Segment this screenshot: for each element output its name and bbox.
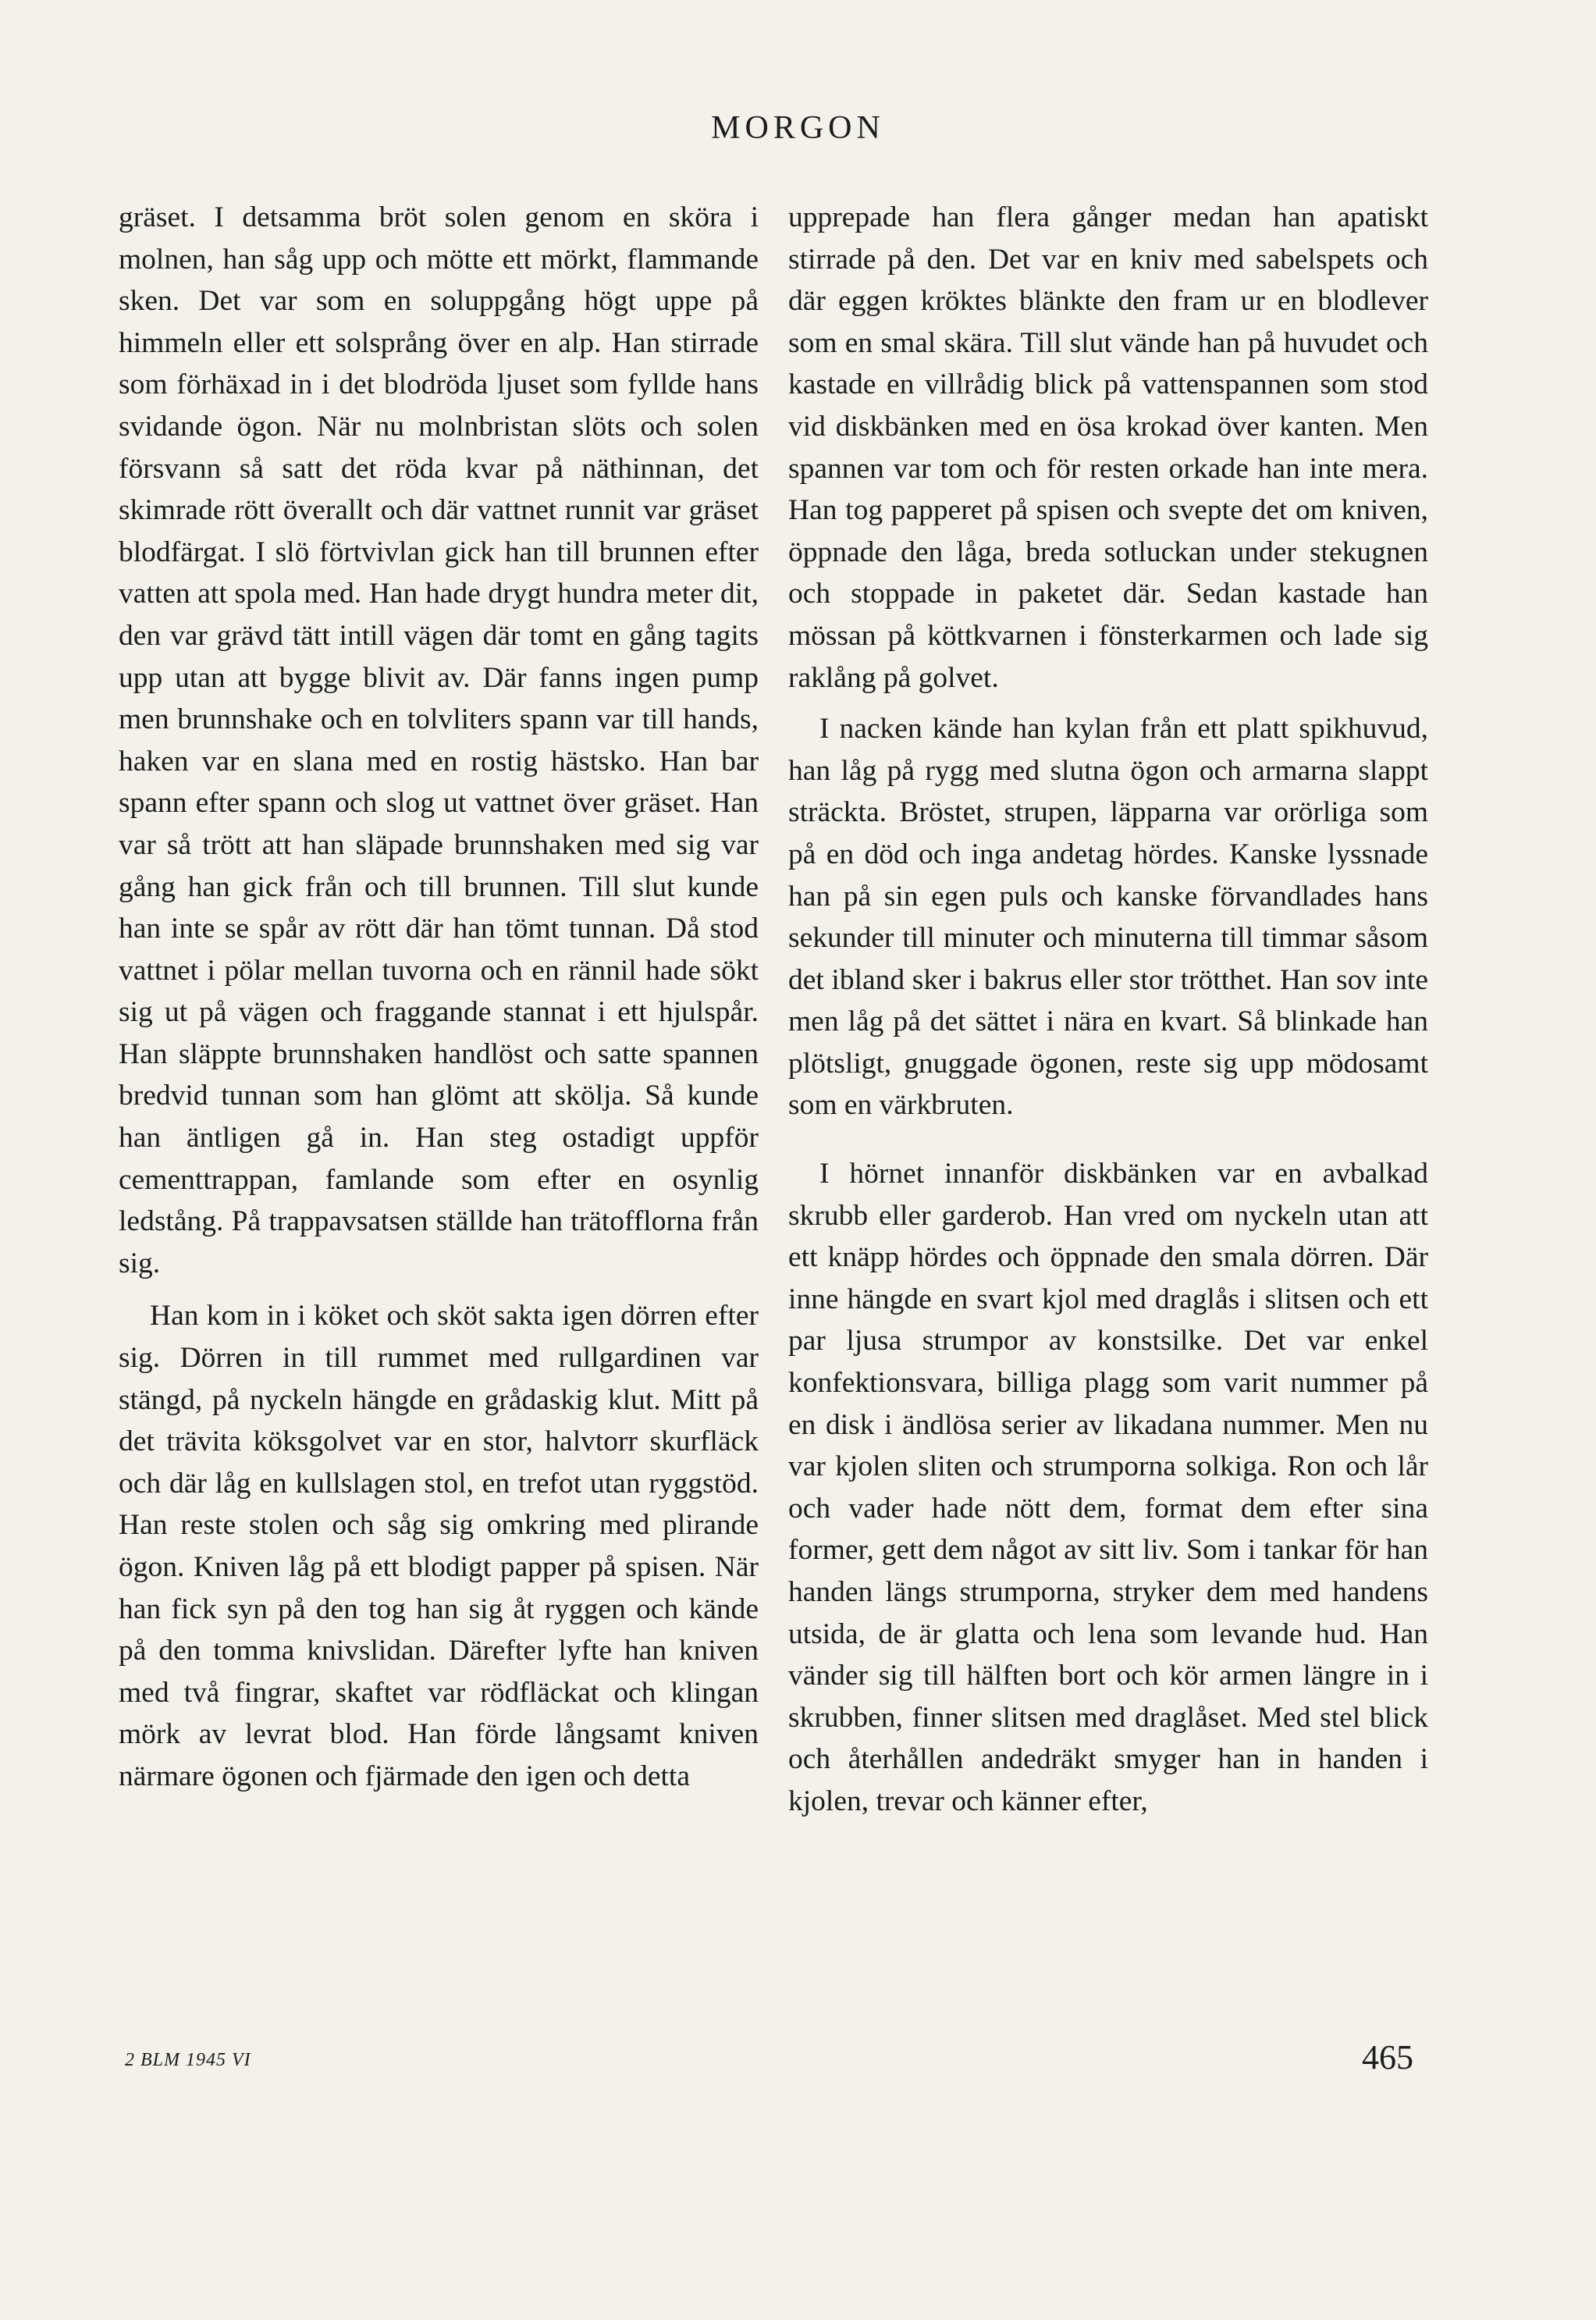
paragraph: Han kom in i köket och sköt sakta igen dörren efter sig. Dörren in till rummet med rullgardinen var stängd, på nyckeln hängde en grådaskig klut. Mitt på det trävita köksgolvet var en stor, halvtorr skurfläck och där låg en kullslagen stol, en trefot utan ryggstöd. Han reste stolen och såg sig omkring med plirande ögon. Kniven låg på ett blodigt papper på spisen. När han fick syn på den tog han sig åt ryggen och kände på den tomma knivslidan. Därefter lyfte han kniven med två fingrar, skaftet var rödfläckat och klingan mörk av levrat blod. Han förde långsamt kniven närmare ögonen och fjärmade den igen och detta: [119, 1300, 759, 1792]
paragraph: I hörnet innanför diskbänken var en avbalkad skrubb eller garderob. Han vred om nyckeln utan att ett knäpp hördes och öppnade den smala dörren. Där inne hängde en svart kjol med draglås i slitsen och ett par ljusa strumpor av konstsilke. Det var enkel konfektionsvara, billiga plagg som varit nummer på en disk i ändlösa serier av likadana nummer. Men nu var kjolen sliten och strumporna solkiga. Ron och lår och vader hade nött dem, format dem efter sina former, gett dem något av sitt liv. Som i tankar för han handen längs strumporna, stryker dem med handens utsida, de är glatta och lena som levande hud. Han vänder sig till hälften bort och kör armen längre in i skrubben, finner slitsen med draglåset. Med stel blick och återhållen andedräkt smyger han in handen i kjolen, trevar och känner efter,: [788, 1158, 1428, 1817]
page-number: 465: [1362, 2038, 1413, 2076]
right-column: [788, 197, 1428, 1823]
paragraph: I nacken kände han kylan från ett platt spikhuvud, han låg på rygg med slutna ögon och armarna slappt sträckta. Bröstet, strupen, läpparna var orörliga som på en död och inga andetag hördes. Kanske lyssnade han på sin egen puls och kanske förvandlades hans sekunder till minuter och minuterna till timmar såsom det ibland sker i bakrus eller stor trötthet. Han sov inte men låg på det sättet i nära en kvart. Så blinkade han plötsligt, gnuggade ögonen, reste sig upp mödosamt som en värkbruten.: [788, 713, 1428, 1122]
running-title: MORGON: [711, 110, 885, 146]
left-column: [119, 197, 759, 1798]
paragraph: upprepade han flera gånger medan han apatiskt stirrade på den. Det var en kniv med sabelspets och där eggen kröktes blänkte den fram ur en blodlever som en smal skära. Till slut vände han på huvudet och kastade en villrådig blick på vattenspannen som stod vid diskbänken med en ösa krokad över kanten. Men spannen var tom och för resten orkade han inte mera. Han tog papperet på spisen och svepte det om kniven, öppnade den låga, breda sotluckan under stekugnen och stoppade in paketet där. Sedan kastade han mössan på köttkvarnen i fönsterkarmen och lade sig raklång på golvet.: [788, 201, 1428, 694]
paragraph: gräset. I detsamma bröt solen genom en sköra i molnen, han såg upp och mötte ett mörkt, flammande sken. Det var som en soluppgång högt uppe på himmeln eller ett solsprång över en alp. Han stirrade som förhäxad in i det blodröda ljuset som fyllde hans svidande ögon. När nu molnbristan slöts och solen försvann så satt det röda kvar på näthinnan, det skimrade rött överallt och där vattnet runnit var gräset blodfärgat. I slö förtvivlan gick han till brunnen efter vatten att spola med. Han hade drygt hundra meter dit, den var grävd tätt intill vägen där tomt en gång tagits upp utan att bygge blivit av. Där fanns ingen pump men brunnshake och en tolvliters spann var till hands, haken var en slana med en rostig hästsko. Han bar spann efter spann och slog ut vattnet över gräset. Han var så trött att han släpade brunnshaken med sig var gång han gick från och till brunnen. Till slut kunde han inte se spår av rött där han tömt tunnan. Då stod vattnet i pölar mellan tuvorna och en rännil hade sökt sig ut på vägen och fraggande stannat i ett hjulspår. Han släppte brunnshaken handlöst och satte spannen bredvid tunnan som han glömt att skölja. Så kunde han äntligen gå in. Han steg ostadigt uppför cementtrappan, famlande som efter en osynlig ledstång. På trappavsatsen ställde han trätofflorna från sig.: [119, 201, 759, 1279]
signature-mark: 2 BLM 1945 VI: [125, 2050, 251, 2070]
